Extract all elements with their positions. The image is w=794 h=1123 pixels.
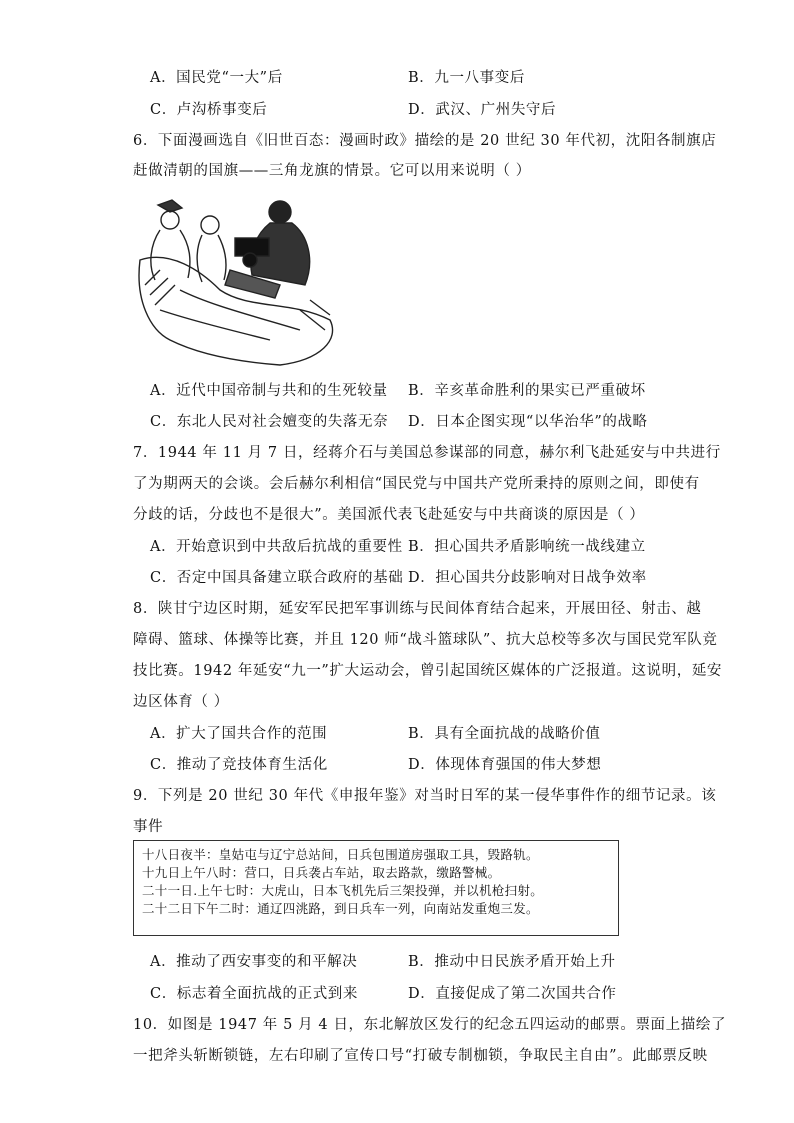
q9-source-box xyxy=(133,840,619,936)
q7-stem-line-2: 了为期两天的会谈。会后赫尔利相信“国民党与中国共产党所秉持的原则之间，即使有 xyxy=(133,476,700,492)
q9-source-line-4: 二十二日下午二时：通辽四洮路，到日兵车一列，向南站发重炮三发。 xyxy=(142,901,539,916)
q8-option-c: C．推动了竞技体育生活化 xyxy=(150,757,328,773)
q9-source-line-1: 十八日夜半：皇姑屯与辽宁总站间，日兵包围道房强取工具，毁路轨。 xyxy=(142,847,539,862)
q9-option-b: B．推动中日民族矛盾开始上升 xyxy=(408,954,616,970)
q8-stem-line-1: 8．陕甘宁边区时期，延安军民把军事训练与民间体育结合起来，开展田径、射击、越 xyxy=(133,601,702,617)
q9-source-line-2: 十九日上午八时：营口，日兵袭占车站，取去路款，缴路警械。 xyxy=(142,865,501,880)
q9-option-d: D．直接促成了第二次国共合作 xyxy=(408,986,617,1002)
q8-stem-line-3: 技比赛。1942 年延安“九一”扩大运动会，曾引起国统区媒体的广泛报道。这说明，延安 xyxy=(133,663,723,679)
q8-option-a: A．扩大了国共合作的范围 xyxy=(150,726,328,742)
q7-option-a: A．开始意识到中共敌后抗战的重要性 xyxy=(150,539,403,555)
q10-stem-line-1: 10．如图是 1947 年 5 月 4 日，东北解放区发行的纪念五四运动的邮票。票面上描绘了 xyxy=(133,1017,727,1033)
q7-option-c: C．否定中国具备建立联合政府的基础 xyxy=(150,570,404,586)
q5-option-d: D．武汉、广州失守后 xyxy=(408,102,557,118)
q6-stem-line-1: 6．下面漫画选自《旧世百态：漫画时政》描绘的是 20 世纪 30 年代初，沈阳各制旗店 xyxy=(133,133,717,149)
q9-stem-line-1: 9．下列是 20 世纪 30 年代《申报年鉴》对当时日军的某一侵华事件作的细节记录。该 xyxy=(133,788,717,804)
q5-option-a: A．国民党“一大”后 xyxy=(150,70,283,86)
q9-stem-line-2: 事件 xyxy=(133,819,164,835)
q6-option-a: A．近代中国帝制与共和的生死较量 xyxy=(150,383,388,399)
q7-option-b: B．担心国共矛盾影响统一战线建立 xyxy=(408,539,646,555)
cartoon-illustration xyxy=(130,190,345,368)
q9-option-c: C．标志着全面抗战的正式到来 xyxy=(150,986,358,1002)
q10-stem-line-2: 一把斧头斩断锁链，左右印刷了宣传口号“打破专制枷锁，争取民主自由”。此邮票反映 xyxy=(133,1048,708,1064)
q9-option-a: A．推动了西安事变的和平解决 xyxy=(150,954,358,970)
q8-option-b: B．具有全面抗战的战略价值 xyxy=(408,726,601,742)
q5-option-c: C．卢沟桥事变后 xyxy=(150,102,268,118)
q6-stem-line-2: 赶做清朝的国旗——三角龙旗的情景。它可以用来说明（ ） xyxy=(133,163,531,179)
q9-source-line-3: 二十一日.上午七时：大虎山，日本飞机先后三架投弹，并以机枪扫射。 xyxy=(142,883,544,898)
q6-option-c: C．东北人民对社会嬗变的失落无奈 xyxy=(150,414,389,430)
q7-option-d: D．担心国共分歧影响对日战争效率 xyxy=(408,570,647,586)
q5-option-b: B．九一八事变后 xyxy=(408,70,525,86)
q6-option-d: D．日本企图实现“以华治华”的战略 xyxy=(408,414,648,430)
q8-option-d: D．体现体育强国的伟大梦想 xyxy=(408,757,602,773)
q7-stem-line-3: 分歧的话，分歧也不是很大”。美国派代表飞赴延安与中共商谈的原因是（ ） xyxy=(133,507,645,523)
q6-option-b: B．辛亥革命胜利的果实已严重破坏 xyxy=(408,383,646,399)
q8-stem-line-2: 障碍、篮球、体操等比赛，并且 120 师“战斗篮球队”、抗大总校等多次与国民党军队竞 xyxy=(133,632,718,648)
q8-stem-line-4: 边区体育（ ） xyxy=(133,694,229,710)
q7-stem-line-1: 7．1944 年 11 月 7 日，经蒋介石与美国总参谋部的同意，赫尔利飞赴延安与中共进行 xyxy=(133,445,721,461)
